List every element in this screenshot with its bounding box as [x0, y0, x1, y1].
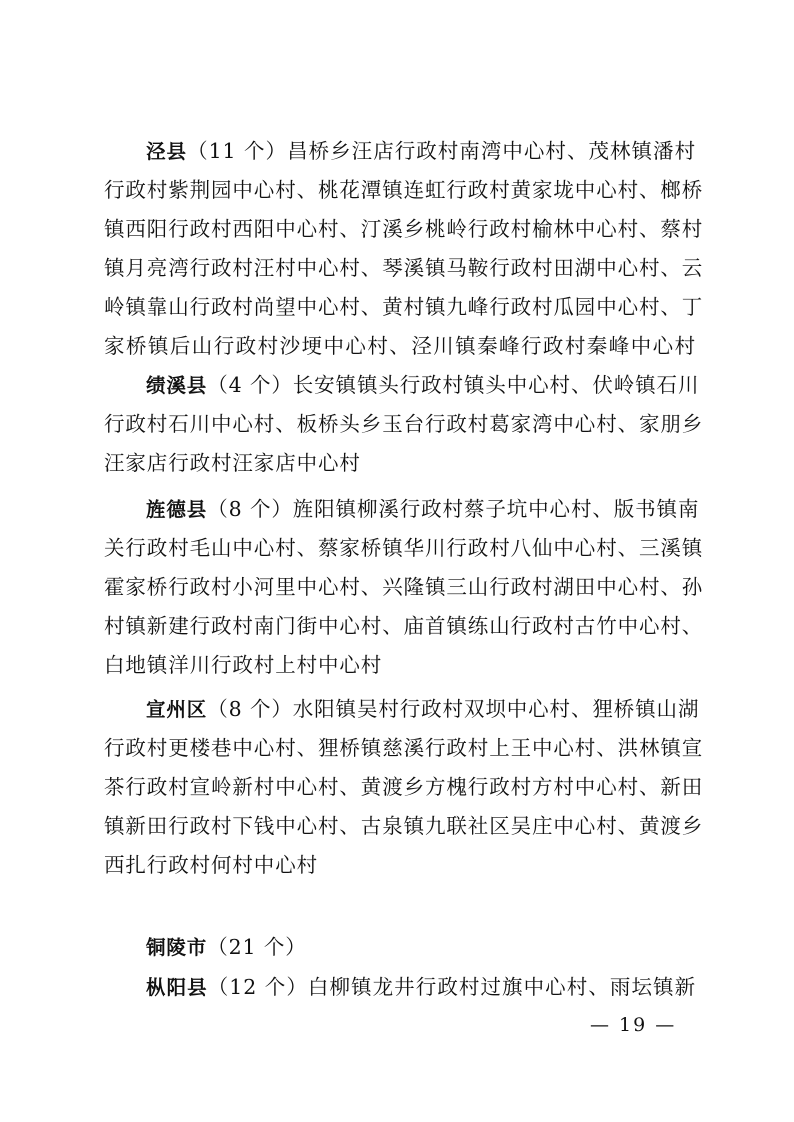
section-xuanzhouqu	[104, 690, 704, 885]
text-line: 行政村更楼巷中心村、狸桥镇慈溪行政村上王中心村、洪林镇宣	[104, 736, 704, 760]
county-name: 枞阳县	[146, 976, 208, 999]
county-name: 旌德县	[146, 498, 208, 521]
section-jixixian	[104, 366, 704, 483]
city-name: 铜陵市	[146, 936, 208, 959]
text-line: 行政村紫荆园中心村、桃花潭镇连虹行政村黄家垅中心村、榔桥	[104, 178, 704, 202]
city-count: （21 个）	[207, 935, 307, 959]
county-name: 宣州区	[146, 698, 208, 721]
text-line: 关行政村毛山中心村、蔡家桥镇华川行政村八仙中心村、三溪镇	[104, 536, 704, 560]
text-line: 枞阳县（12 个）白柳镇龙井行政村过旗中心村、雨坛镇新	[146, 975, 697, 999]
text-line: 村镇新建行政村南门街中心村、庙首镇练山行政村古竹中心村、	[104, 614, 704, 638]
text-line: 家桥镇后山行政村沙埂中心村、泾川镇秦峰行政村秦峰中心村	[104, 334, 696, 358]
page-number: — 19 —	[590, 1014, 677, 1036]
text-line: 茶行政村宣岭新村中心村、黄渡乡方槐行政村方村中心村、新田	[104, 775, 704, 799]
text-line: 旌德县（8 个）旌阳镇柳溪行政村蔡子坑中心村、版书镇南	[146, 497, 700, 521]
text-line: 白地镇洋川行政村上村中心村	[104, 653, 383, 677]
text-line: 镇西阳行政村西阳中心村、汀溪乡桃岭行政村榆林中心村、蔡村	[104, 217, 704, 241]
text-line: 西扎行政村何村中心村	[104, 853, 318, 877]
city-heading	[104, 928, 696, 967]
section-jingxian	[104, 132, 704, 366]
section-zongyangxian	[104, 968, 696, 1007]
text-line: 霍家桥行政村小河里中心村、兴隆镇三山行政村湖田中心村、孙	[104, 575, 704, 599]
text-line: 宣州区（8 个）水阳镇吴村行政村双坝中心村、狸桥镇山湖	[146, 697, 700, 721]
county-name: 绩溪县	[146, 374, 208, 397]
text-line: 镇月亮湾行政村汪村中心村、琴溪镇马鞍行政村田湖中心村、云	[104, 256, 704, 280]
text-line: 汪家店行政村汪家店中心村	[104, 451, 361, 475]
county-name: 泾县	[146, 140, 188, 163]
text-line: 镇新田行政村下钱中心村、古泉镇九联社区吴庄中心村、黄渡乡	[104, 814, 704, 838]
text-line: 岭镇靠山行政村尚望中心村、黄村镇九峰行政村瓜园中心村、丁	[104, 295, 704, 319]
text-line: 行政村石川中心村、板桥头乡玉台行政村葛家湾中心村、家朋乡	[104, 412, 704, 436]
text-line: 绩溪县（4 个）长安镇镇头行政村镇头中心村、伏岭镇石川	[146, 373, 700, 397]
section-tonglingshi	[104, 928, 696, 967]
text-line: 泾县（11 个）昌桥乡汪店行政村南湾中心村、茂林镇潘村	[146, 139, 696, 163]
section-jingdexian	[104, 490, 704, 685]
